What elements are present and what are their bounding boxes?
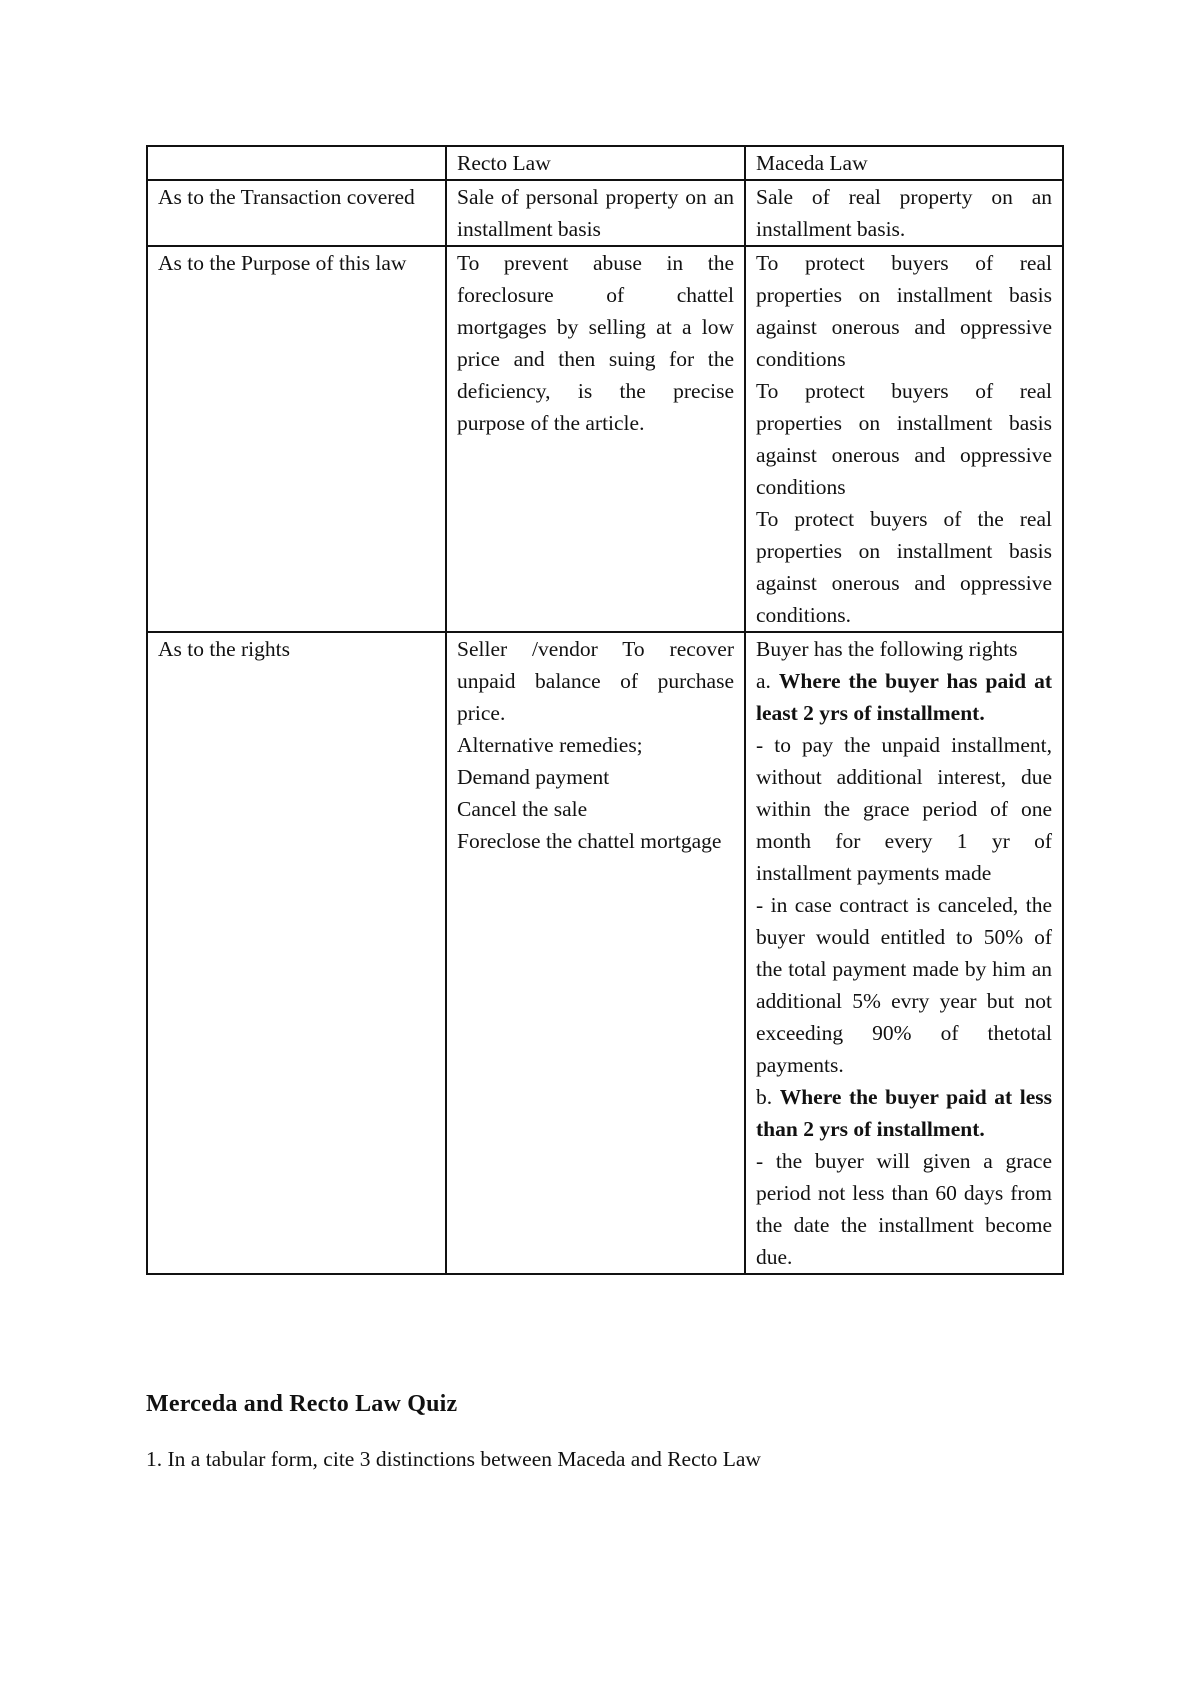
maceda-purpose-paragraph: To protect buyers of the real properties on installment basis against onerous and oppressive conditions. bbox=[756, 507, 1052, 627]
header-cell-empty bbox=[147, 146, 446, 180]
table-header-row bbox=[147, 146, 1063, 180]
recto-purpose-cell: To prevent abuse in the foreclosure of chattel mortgages by selling at a low price and then suing for the deficiency, is the precise purpose of the article. bbox=[446, 246, 745, 632]
recto-rights-item: Demand payment bbox=[457, 765, 610, 789]
table-row bbox=[147, 180, 1063, 246]
table-row bbox=[147, 632, 1063, 1274]
maceda-rights-item: - in case contract is canceled, the buyer would entitled to 50% of the total payment made by him an additional 5% evry year but not exceeding 90% of thetotal payments. bbox=[756, 893, 1052, 1077]
maceda-purpose-cell bbox=[745, 246, 1063, 632]
table-row bbox=[147, 246, 1063, 632]
recto-transaction-cell: Sale of personal property on an installment basis bbox=[446, 180, 745, 246]
header-cell-recto: Recto Law bbox=[446, 146, 745, 180]
row-label-purpose: As to the Purpose of this law bbox=[147, 246, 446, 632]
maceda-purpose-paragraph: To protect buyers of real properties on installment basis against onerous and oppressive conditions bbox=[756, 251, 1052, 371]
recto-rights-cell bbox=[446, 632, 745, 1274]
quiz-title: Merceda and Recto Law Quiz bbox=[146, 1391, 458, 1417]
maceda-rights-item: - the buyer will given a grace period not less than 60 days from the date the installment become due. bbox=[756, 1149, 1052, 1269]
recto-rights-item: Cancel the sale bbox=[457, 797, 588, 821]
maceda-rights-cell bbox=[745, 632, 1063, 1274]
row-label-rights: As to the rights bbox=[147, 632, 446, 1274]
maceda-purpose-paragraph: To protect buyers of real properties on installment basis against onerous and oppressive conditions bbox=[756, 379, 1052, 499]
heading-a-text: Where the buyer has paid at least 2 yrs of installment. bbox=[756, 669, 1052, 725]
heading-b-prefix: b. bbox=[756, 1085, 780, 1109]
recto-rights-item: Foreclose the chattel mortgage bbox=[457, 829, 722, 853]
maceda-rights-intro: Buyer has the following rights bbox=[756, 637, 1018, 661]
quiz-question-1: 1. In a tabular form, cite 3 distinctions between Maceda and Recto Law bbox=[146, 1447, 761, 1471]
header-cell-maceda: Maceda Law bbox=[745, 146, 1063, 180]
heading-a-prefix: a. bbox=[756, 669, 779, 693]
maceda-rights-item: - to pay the unpaid installment, without additional interest, due within the grace period of one month for every 1 yr of installment payments made bbox=[756, 733, 1052, 885]
comparison-table bbox=[146, 145, 1064, 1275]
heading-b-text: Where the buyer paid at less than 2 yrs of installment. bbox=[756, 1085, 1052, 1141]
recto-rights-item: Alternative remedies; bbox=[457, 733, 643, 757]
maceda-rights-heading-b bbox=[756, 1081, 1052, 1145]
row-label-transaction: As to the Transaction covered bbox=[147, 180, 446, 246]
maceda-transaction-cell: Sale of real property on an installment basis. bbox=[745, 180, 1063, 246]
recto-rights-item: Seller /vendor To recover unpaid balance of purchase price. bbox=[457, 637, 734, 725]
maceda-rights-heading-a bbox=[756, 665, 1052, 729]
